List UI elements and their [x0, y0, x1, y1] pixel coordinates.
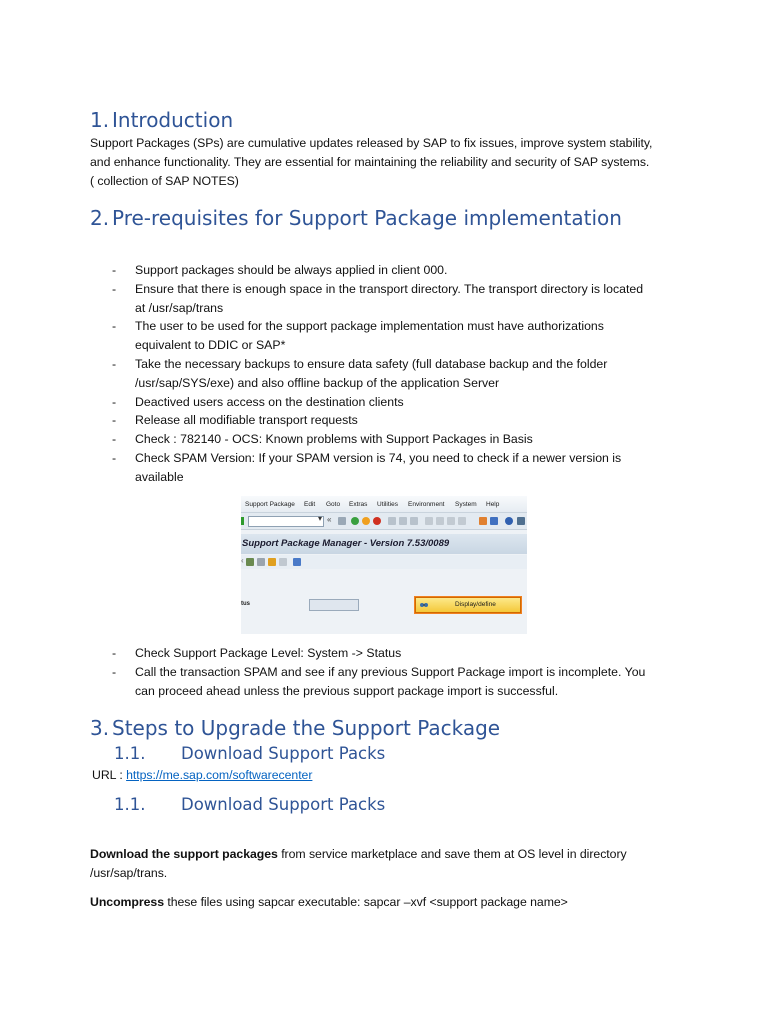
sap-menu-system: System	[455, 501, 477, 508]
save-icon	[338, 517, 346, 525]
list-item: - Check Support Package Level: System -> Status	[112, 646, 402, 660]
software-center-link[interactable]: https://me.sap.com/softwarecenter	[126, 768, 313, 782]
next-page-icon	[447, 517, 455, 525]
new-session-icon	[479, 517, 487, 525]
heading-steps	[90, 716, 500, 740]
display-define-button	[415, 597, 521, 613]
exit-icon	[362, 517, 370, 525]
sap-system-toolbar	[241, 513, 527, 530]
sap-menu-support-package: Support Package	[245, 501, 295, 508]
text-line: and enhance functionality. They are essential for maintaining the reliability and security of SAP systems.	[90, 154, 650, 169]
heading-number: 2.	[90, 206, 110, 230]
find-icon	[399, 517, 407, 525]
previous-page-icon	[436, 517, 444, 525]
prerequisite-list	[112, 261, 692, 487]
heading-title: Steps to Upgrade the Support Package	[112, 716, 501, 740]
subheading-title: Download Support Packs	[181, 795, 386, 814]
download-paragraph: Download the support packages from service marketplace and save them at OS level in directory /usr/sap/trans.	[90, 847, 627, 880]
back-icon	[351, 517, 359, 525]
display-icon	[246, 558, 254, 566]
uncompress-paragraph: Uncompress these files using sapcar executable: sapcar –xvf <support package name>	[90, 895, 568, 909]
sap-spam-screenshot	[241, 496, 527, 634]
sap-menu-environment: Environment	[408, 501, 445, 508]
sap-application-toolbar	[241, 555, 527, 569]
list-item: - Ensure that there is enough space in the transport directory. The transport directory is located at /usr/sap/trans	[112, 281, 644, 315]
glasses-icon	[419, 600, 429, 609]
list-item: - Check : 782140 - OCS: Known problems with Support Packages in Basis	[112, 432, 533, 447]
heading-title: Pre-requisites for Support Package implementation	[112, 206, 622, 230]
prerequisite-list-continued	[112, 644, 692, 700]
intro-paragraph	[90, 134, 690, 190]
cancel-icon	[373, 517, 381, 525]
sap-title-bar	[241, 534, 527, 554]
info-icon	[293, 558, 301, 566]
sap-menu-edit: Edit	[304, 501, 316, 508]
text-line: Support Packages (SPs) are cumulative updates released by SAP to fix issues, improve system stability,	[90, 136, 653, 150]
help-icon	[505, 517, 513, 525]
chevron-left-icon: «	[327, 515, 332, 524]
list-item: - Deactived users access on the destination clients	[112, 394, 404, 409]
print-icon	[388, 517, 396, 525]
tools-icon	[257, 558, 265, 566]
heading-introduction	[90, 108, 233, 132]
uncompress-bold-text: Uncompress	[90, 895, 164, 909]
sap-status-field	[309, 599, 359, 611]
subheading-title: Download Support Packs	[181, 744, 386, 763]
list-item: - Take the necessary backups to ensure data safety (full database backup and the folder /usr/sap/SYS/exe) and also offline backup of the application Server	[112, 356, 608, 390]
list-item: - Release all modifiable transport requests	[112, 413, 358, 428]
sap-menu-goto: Goto	[326, 501, 341, 508]
separator-icon: ‹	[241, 556, 244, 565]
find-next-icon	[410, 517, 418, 525]
sap-menu-extras: Extras	[349, 501, 368, 508]
last-page-icon	[458, 517, 466, 525]
subheading-download-2	[114, 795, 514, 817]
sap-window-title: Support Package Manager - Version 7.53/0089	[242, 538, 450, 549]
settings-icon	[279, 558, 287, 566]
shortcut-icon	[490, 517, 498, 525]
sap-menu-bar	[241, 496, 527, 513]
subheading-number: 1.1.	[114, 795, 146, 814]
download-bold-text: Download the support packages	[90, 847, 278, 861]
enter-icon	[241, 517, 244, 525]
sap-menu-utilities: Utilities	[377, 501, 398, 508]
sap-command-field	[248, 516, 324, 527]
list-item: - Call the transaction SPAM and see if any previous Support Package import is incomplete. You can proceed ahead unless the previous support package import is successful.	[112, 664, 646, 698]
sap-menu-help: Help	[486, 501, 500, 508]
heading-number: 3.	[90, 716, 110, 740]
heading-number: 1.	[90, 108, 110, 132]
list-item: - Check SPAM Version: If your SPAM version is 74, you need to check if a newer version is available	[112, 450, 622, 484]
display-define-label: Display/define	[455, 601, 496, 608]
list-item: - The user to be used for the support package implementation must have authorizations equivalent to DDIC or SAP*	[112, 319, 604, 353]
first-page-icon	[425, 517, 433, 525]
layout-icon	[517, 517, 525, 525]
subheading-number: 1.1.	[114, 744, 146, 763]
package-icon	[268, 558, 276, 566]
heading-prerequisites	[90, 206, 622, 230]
sap-status-label: tus	[241, 601, 250, 607]
subheading-download-1	[114, 744, 514, 766]
heading-title: Introduction	[112, 108, 234, 132]
url-label: URL :	[92, 768, 127, 782]
list-item: - Support packages should be always applied in client 000.	[112, 263, 448, 277]
text-line: ( collection of SAP NOTES)	[90, 173, 239, 188]
url-line	[92, 766, 692, 785]
